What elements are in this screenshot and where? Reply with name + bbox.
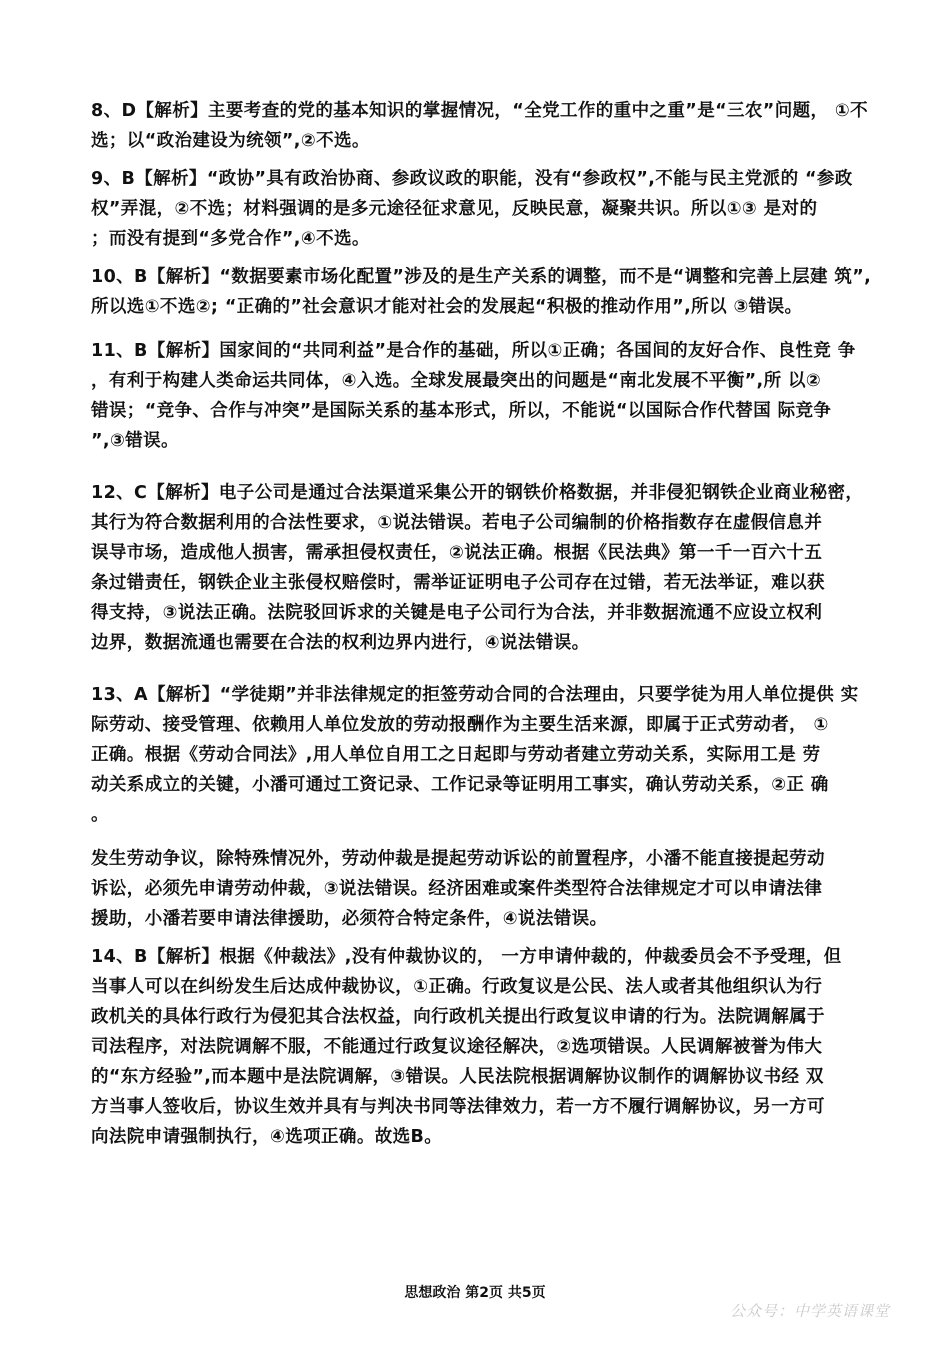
answer-q13-continued [91,844,869,934]
text-line: 当事人可以在纠纷发生后达成仲裁协议，①正确。行政复议是公民、法人或者其他组织认为行 [91,977,823,997]
text-line: 所以选①不选②; “正确的”社会意识才能对社会的发展起“积极的推动作用”,所以 ③错误。 [91,297,803,317]
text-line: 11、B【解析】国家间的“共同利益”是合作的基础，所以①正确；各国间的友好合作、良性竞 争 [91,341,856,361]
text-line: 援助，小潘若要申请法律援助，必须符合特定条件，④说法错误。 [91,909,608,929]
text-line: 误导市场，造成他人损害，需承担侵权责任，②说法正确。根据《民法典》第一千一百六十五 [91,543,823,563]
answer-q11 [91,336,869,456]
text-line: 动关系成立的关键，小潘可通过工资记录、工作记录等证明用工事实，确认劳动关系，②正 确 [91,775,829,795]
text-line: ；而没有提到“多党合作”,④不选。 [91,229,370,249]
answer-q12 [91,478,869,658]
text-line: 10、B【解析】“数据要素市场化配置”涉及的是生产关系的调整，而不是“调整和完善上层建 筑”, [91,267,872,287]
answer-q14 [91,942,869,1152]
text-line: 条过错责任，钢铁企业主张侵权赔偿时，需举证证明电子公司存在过错，若无法举证，难以获 [91,573,825,593]
text-line: 8、D【解析】主要考查的党的基本知识的掌握情况，“全党工作的重中之重”是“三农”问题， ①不 [91,101,869,121]
text-line: 边界，数据流通也需要在合法的权利边界内进行，④说法错误。 [91,633,590,653]
answer-q10 [91,262,872,322]
text-line: 向法院申请强制执行，④选项正确。故选B。 [91,1127,443,1147]
text-line: 14、B【解析】根据《仲裁法》,没有仲裁协议的， 一方申请仲裁的，仲裁委员会不予受理，但 [91,947,842,967]
text-line: 发生劳动争议，除特殊情况外，劳动仲裁是提起劳动诉讼的前置程序，小潘不能直接提起劳动 [91,849,825,869]
text-line: 9、B【解析】“政协”具有政治协商、参政议政的职能，没有“参政权”,不能与民主党派的 “参政 [91,169,853,189]
answer-q9 [91,164,869,254]
text-line: 。 [91,805,109,825]
text-line: 12、C【解析】电子公司是通过合法渠道采集公开的钢铁价格数据，并非侵犯钢铁企业商业秘密， [91,483,864,503]
text-line: 方当事人签收后，协议生效并具有与判决书同等法律效力，若一方不履行调解协议，另一方可 [91,1097,825,1117]
text-line: 权”弄混，②不选；材料强调的是多元途径征求意见，反映民意，凝聚共识。所以①③ 是对的 [91,199,818,219]
text-line: 13、A【解析】“学徒期”并非法律规定的拒签劳动合同的合法理由，只要学徒为用人单位提供 实 [91,685,859,705]
text-line: ，有利于构建人类命运共同体，④入选。全球发展最突出的问题是“南北发展不平衡”,所 以② [91,371,822,391]
text-line: 政机关的具体行政行为侵犯其合法权益，向行政机关提出行政复议申请的行为。法院调解属于 [91,1007,825,1027]
text-line: 选；以“政治建设为统领”,②不选。 [91,131,370,151]
text-line: 诉讼，必须先申请劳动仲裁，③说法错误。经济困难或案件类型符合法律规定才可以申请法律 [91,879,823,899]
text-line: 其行为符合数据利用的合法性要求，①说法错误。若电子公司编制的价格指数存在虚假信息并 [91,513,823,533]
text-line: ”,③错误。 [91,431,179,451]
answer-q8 [91,96,869,156]
answer-explanations [91,96,872,1152]
text-line: 正确。根据《劳动合同法》,用人单位自用工之日起即与劳动者建立劳动关系，实际用工是 劳 [91,745,821,765]
answer-q13 [91,680,869,830]
watermark: 公众号：中学英语课堂 [729,1302,890,1320]
page-footer: 思想政治 第2页 共5页 [404,1285,546,1301]
text-line: 错误；“竞争、合作与冲突”是国际关系的基本形式，所以，不能说“以国际合作代替国 际竞争 [91,401,832,421]
text-line: 得支持，③说法正确。法院驳回诉求的关键是电子公司行为合法，并非数据流通不应设立权利 [91,603,823,623]
text-line: 的“东方经验”,而本题中是法院调解，③错误。人民法院根据调解协议制作的调解协议书经 双 [91,1067,824,1087]
text-line: 际劳动、接受管理、依赖用人单位发放的劳动报酬作为主要生活来源，即属于正式劳动者， ① [91,715,829,735]
text-line: 司法程序，对法院调解不服，不能通过行政复议途径解决，②选项错误。人民调解被誉为伟大 [91,1037,823,1057]
